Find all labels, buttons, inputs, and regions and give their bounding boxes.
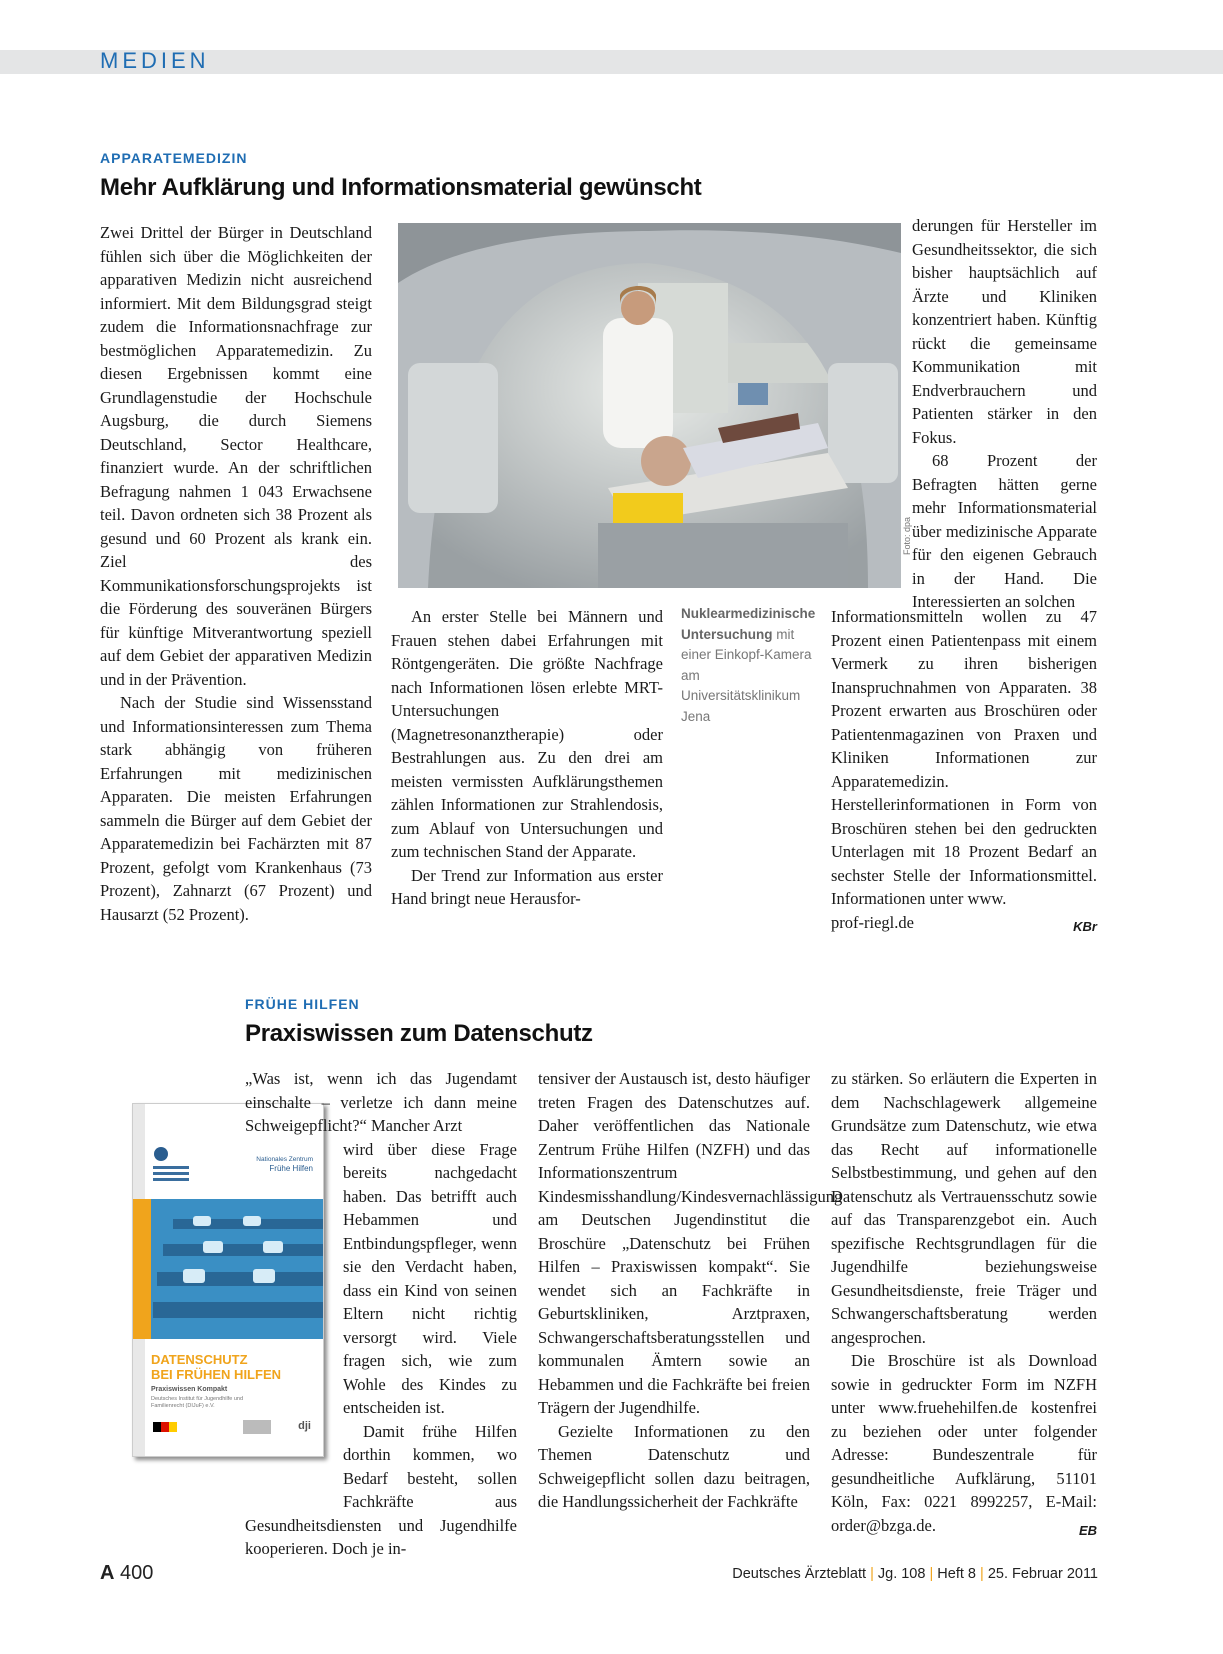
caption-bold: Nuklearmedizinische Untersuchung — [681, 606, 816, 642]
paragraph: Der Trend zur Information aus erster Hand bringt neue Herausfor- — [391, 865, 663, 908]
article1-title: Mehr Aufklärung und Informationsmaterial gewünscht — [100, 174, 702, 201]
paragraph: Damit frühe Hilfen dorthin kommen, wo Bedarf besteht, sollen Fachkräfte aus Gesundheitsdiensten und Jugendhilfe kooperieren. Doch je in- — [245, 1421, 517, 1558]
paragraph: Informationsmitteln wollen zu 47 Prozent einen Patientenpass mit einem Vermerk zu ihren bisherigen Inanspruchnahmen von Apparaten. 38 Prozent erwarten aus Broschüren oder Patientenmagazinen von Praxen und Kliniken Informationen zur Apparatemedizin. Herstellerinformationen in Form von Broschüren stehen bei den gedruckten Unterlagen mit 18 Prozent Bedarf an sechster Stelle der Informationsmittel. Informationen unter www. — [831, 607, 1097, 908]
article1-col3-bottom — [831, 605, 1097, 938]
article1-col1 — [100, 221, 372, 926]
article2-kicker: FRÜHE HILFEN — [245, 996, 360, 1012]
journal-issue: Heft 8 — [937, 1566, 976, 1582]
link-text: prof-riegl.de — [831, 912, 914, 932]
page-number — [100, 1562, 153, 1585]
article2-col2 — [538, 1067, 843, 1514]
paragraph: Zwei Drittel der Bürger in Deutschland fühlen sich über die Möglichkeiten der apparativen Medizin nicht ausreichend informiert. Mit dem Bildungsgrad steigt zudem die Informationsnachfrage zur bestmöglichen Apparatemedizin. Zu diesen Ergebnissen kommt eine Grundlagenstudie der Hochschule Augsburg, die durch Siemens Deutschland, Sector Healthcare, finanziert wurde. An der schriftlichen Befragung nahmen 1 043 Erwachsene teil. Davon ordneten sich 38 Prozent als gesund und 60 Prozent als krank ein. Ziel des Kommunikationsforschungsprojekts ist die Förderung des souveränen Bürgers für künftige Mitverantwortung speziell auf dem Gebiet der apparativen Medizin und in der Prävention. — [100, 223, 372, 689]
page-letter: A — [100, 1562, 115, 1584]
footer-divider: | — [980, 1566, 984, 1582]
image-wrap-space — [245, 1138, 343, 1512]
paragraph: derungen für Hersteller im Gesundheitssektor, die sich bisher hauptsächlich auf Ärzte und Kliniken konzentriert haben. Künftig rückt die gemeinsame Kommunikation mit Endverbrauchern und Patienten stärker in den Fokus. — [912, 216, 1097, 447]
footer-divider: | — [929, 1566, 934, 1582]
journal-volume: Jg. 108 — [877, 1566, 926, 1582]
brochure-title-2: BEI FRÜHEN HILFEN — [151, 1367, 281, 1382]
article1-photo — [398, 223, 901, 588]
journal-date: 25. Februar 2011 — [987, 1566, 1098, 1582]
paragraph: „Was ist, wenn ich das Jugendamt einschalte – verletze ich dann meine Schweigepflicht?“ Mancher Arzt — [245, 1069, 517, 1135]
caption-text: mit einer Einkopf-Kamera am Universitätsklinikum Jena — [681, 626, 812, 724]
section-title: MEDIEN — [100, 48, 210, 73]
paragraph: An erster Stelle bei Männern und Frauen stehen dabei Erfahrungen mit Röntgengeräten. Die größte Nachfrage nach Informationen lösen erlebte MRT-Untersuchungen (Magnetresonanztherapie) oder Bestrahlungen aus. Zu den drei am meisten vermissten Aufklärungsthemen zählen Informationen zur Strahlendosis, zum Ablauf von Untersuchungen und zum technischen Stand der Apparate. — [391, 607, 663, 861]
dji-logo: dji — [298, 1420, 311, 1432]
paragraph: Gezielte Informationen zu den Themen Datenschutz und Schweigepflicht sollen dazu beitragen, die Handlungssicherheit der Fachkräfte — [538, 1421, 810, 1511]
journal-info — [732, 1566, 1098, 1582]
photo-caption — [681, 604, 816, 727]
scanner-photo — [398, 223, 901, 588]
paragraph: wird über diese Frage bereits nachgedacht haben. Das betrifft auch Hebammen und Entbindungspfleger, wenn sie den Verdacht haben, dass ein Kind von seinen Eltern nicht richtig versorgt wird. Viele fragen sich, wie zum Wohle des Kindes zu entscheiden ist. — [343, 1139, 517, 1417]
brochure-subtitle: Praxiswissen Kompakt — [151, 1386, 228, 1393]
footer-divider: | — [870, 1566, 874, 1582]
article1-col2 — [391, 605, 663, 911]
article1-kicker: APPARATEMEDIZIN — [100, 150, 248, 166]
journal-name: Deutsches Ärzteblatt — [732, 1566, 867, 1582]
brochure-title-1: DATENSCHUTZ — [151, 1352, 248, 1367]
author-signature: KBr — [1073, 918, 1097, 934]
paragraph: Nach der Studie sind Wissensstand und Informationsinteressen zum Thema stark abhängig von früheren Erfahrungen mit medizinischen Apparaten. Die meisten Erfahrungen sammeln die Bürger auf dem Gebiet der Apparatemedizin bei Fachärzten mit 87 Prozent, gefolgt vom Krankenhaus (73 Prozent), Zahnarzt (67 Prozent) und Hausarzt (52 Prozent). — [100, 693, 372, 924]
brochure-brand-top: Nationales Zentrum — [256, 1156, 313, 1163]
brochure-publisher: Deutsches Institut für Jugendhilfe und Familienrecht (DIJuF) e.V. — [151, 1396, 244, 1409]
paragraph-end — [831, 911, 1097, 935]
paragraph: Die Broschüre ist als Download sowie in gedruckter Form im NZFH unter www.fruehehilfen.de kostenfrei zu beziehen oder unter folgender Adresse: Bundeszentrale für gesundheitliche Aufklärung, 51101 Köln, Fax: 0221 8992257, E-Mail: order@bzga.de. — [831, 1351, 1097, 1535]
article2-col3 — [831, 1067, 1097, 1543]
paragraph: 68 Prozent der Befragten hätten gerne mehr Informationsmaterial über medizinische Apparate für den eigenen Gebrauch in der Hand. Die Interessierten an solchen — [912, 451, 1097, 611]
article1-col3-top — [912, 214, 1097, 614]
page-number-value: 400 — [120, 1562, 154, 1584]
author-signature: EB — [1078, 1523, 1097, 1538]
photo-credit: Foto: dpa — [902, 516, 912, 555]
article2-title: Praxiswissen zum Datenschutz — [245, 1020, 593, 1047]
article2-col1 — [245, 1067, 517, 1561]
paragraph: zu stärken. So erläutern die Experten in dem Nachschlagewerk allgemeine Grundsätze zum Datenschutz, wie etwa das Recht auf informationelle Selbstbestimmung, und gehen auf den Datenschutz als Vertrauensschutz sowie auf das Transparenzgebot ein. Auch spezifische Rechtsgrundlagen für die Jugendhilfe beziehungsweise Gesundheitsdienste, freie Träger und Schwangerschaftsberatung werden angesprochen. — [831, 1069, 1097, 1347]
paragraph: tensiver der Austausch ist, desto häufiger treten Fragen des Datenschutzes auf. Daher veröffentlichen das Nationale Zentrum Frühe Hilfen (NZFH) und das Informationszentrum Kindesmisshandlung/Kindesvernachlässigung am Deutschen Jugendinstitut die Broschüre „Datenschutz bei Frühen Hilfen – Praxiswissen kompakt“. Sie wendet sich an Fachkräfte in Geburtskliniken, Arztpraxen, Schwangerschaftsberatungsstellen und kommunalen Ämtern sowie an Hebammen und die Fachkräfte bei freien Trägern der Jugendhilfe. — [538, 1069, 843, 1417]
brochure-brand-name: Frühe Hilfen — [269, 1164, 313, 1173]
